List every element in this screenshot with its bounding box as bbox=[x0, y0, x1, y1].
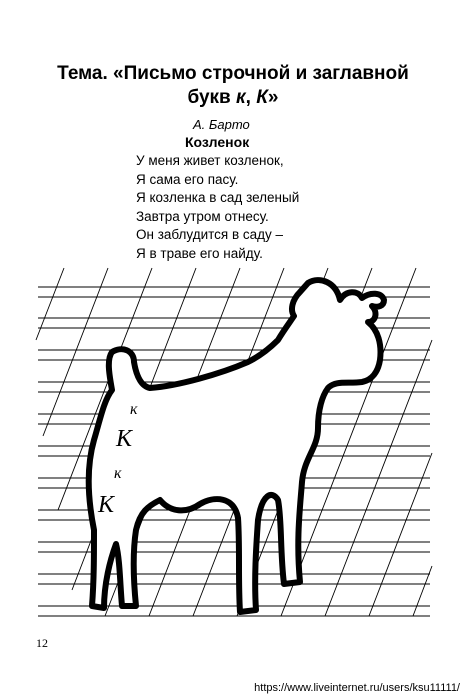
title-letter-upper: К bbox=[256, 87, 268, 108]
sample-letter: К bbox=[98, 492, 114, 518]
poem-line: Я в траве его найду. bbox=[136, 245, 263, 261]
poem-line: У меня живет козленок, bbox=[136, 153, 284, 168]
poem-line: Я сама его пасу. bbox=[136, 171, 239, 187]
page-number: 12 bbox=[36, 636, 48, 650]
title-suffix: » bbox=[267, 87, 279, 108]
title-prefix: букв bbox=[187, 87, 237, 108]
poem-line: Завтра утром отнесу. bbox=[136, 208, 269, 224]
poem-line: Я козленка в сад зеленый bbox=[136, 190, 300, 205]
poem-author: А. Барто bbox=[193, 117, 250, 132]
poem-line: Он заблудится в саду – bbox=[136, 227, 284, 242]
title-line-1: Тема. «Письмо строчной и заглавной bbox=[57, 63, 409, 84]
title-separator: , bbox=[245, 87, 257, 108]
sample-letter: к bbox=[114, 465, 122, 482]
title-letter-lower: к bbox=[236, 87, 246, 108]
sample-letter: к bbox=[130, 401, 138, 418]
poem-title: Козленок bbox=[185, 134, 250, 150]
sample-letter: К bbox=[116, 426, 132, 452]
watermark: https://www.liveinternet.ru/users/ksu11111/ bbox=[254, 682, 460, 694]
